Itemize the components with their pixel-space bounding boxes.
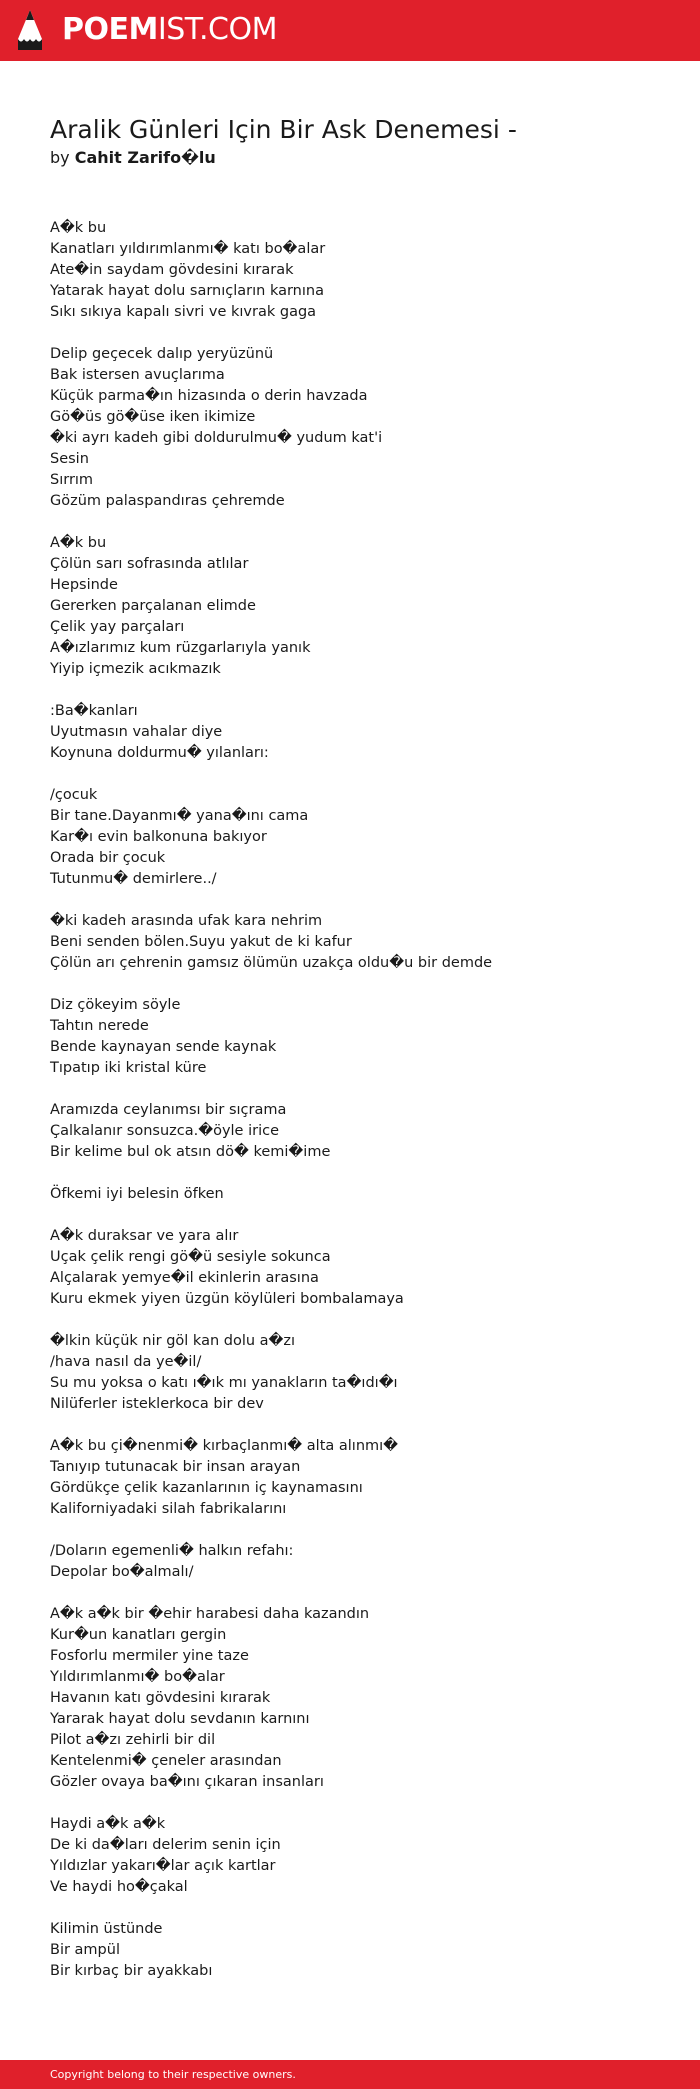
poem-line: Çölün arı çehrenin gamsız ölümün uzakça oldu�u bir demde: [50, 955, 493, 971]
stanza-gap: [50, 1898, 670, 1919]
logo-light-part: IST.COM: [157, 12, 277, 47]
poem-line: Kaliforniyadaki silah fabrikalarını: [50, 1501, 287, 1517]
stanza-gap: [50, 1793, 670, 1814]
poem-line: Çalkalanır sonsuzca.�öyle irice: [50, 1123, 279, 1139]
poem-line: Sesin: [50, 451, 89, 467]
poem-line: Haydi a�k a�k: [50, 1816, 166, 1832]
poem-line: �lkin küçük nir göl kan dolu a�zı: [50, 1333, 296, 1349]
site-header: [0, 0, 700, 61]
poem-line: De ki da�ları delerim senin için: [50, 1837, 281, 1853]
poem-line: Gözüm palaspandıras çehremde: [50, 493, 285, 509]
stanza-gap: [50, 1520, 670, 1541]
poem-line: Bende kaynayan sende kaynak: [50, 1039, 277, 1055]
poem-line: Diz çökeyim söyle: [50, 997, 181, 1013]
stanza-gap: [50, 1310, 670, 1331]
poem-line: A�k a�k bir �ehir harabesi daha kazandın: [50, 1606, 370, 1622]
poem-line: Beni senden bölen.Suyu yakut de ki kafur: [50, 934, 352, 950]
poem-line: Kuru ekmek yiyen üzgün köylüleri bombalamaya: [50, 1291, 404, 1307]
poem-line: Yıldırımlanmı� bo�alar: [50, 1669, 225, 1685]
poem-line: Öfkemi iyi belesin öfken: [50, 1186, 224, 1202]
stanza-gap: [50, 890, 670, 911]
poem-line: /Doların egemenli� halkın refahı:: [50, 1543, 294, 1559]
poem-line: Kilimin üstünde: [50, 1921, 163, 1937]
poem-line: Çölün sarı sofrasında atlılar: [50, 556, 249, 572]
stanza-gap: [50, 1163, 670, 1184]
pencil-tip-icon: [17, 9, 43, 51]
poem-line: Küçük parma�ın hizasında o derin havzada: [50, 388, 368, 404]
poem-line: Koynuna doldurmu� yılanları:: [50, 745, 269, 761]
poem-line: Gözler ovaya ba�ını çıkaran insanları: [50, 1774, 324, 1790]
poem-title: Aralik Günleri Için Bir Ask Denemesi -: [50, 115, 517, 144]
poem-line: Delip geçecek dalıp yeryüzünü: [50, 346, 274, 362]
poem-byline: [50, 147, 216, 169]
poem-line: Uyutmasın vahalar diye: [50, 724, 223, 740]
poem-line: Çelik yay parçaları: [50, 619, 185, 635]
poem-line: Kanatları yıldırımlanmı� katı bo�alar: [50, 241, 326, 257]
stanza-gap: [50, 764, 670, 785]
poem-line: A�k duraksar ve yara alır: [50, 1228, 239, 1244]
poem-line: Tanıyıp tutunacak bir insan arayan: [50, 1459, 301, 1475]
poem-line: A�ızlarımız kum rüzgarlarıyla yanık: [50, 640, 311, 656]
poem-line: Yatarak hayat dolu sarnıçların karnına: [50, 283, 324, 299]
poem-line: Yararak hayat dolu sevdanın karnını: [50, 1711, 310, 1727]
poem-line: Ve haydi ho�çakal: [50, 1879, 188, 1895]
poem-line: Pilot a�zı zehirli bir dil: [50, 1732, 216, 1748]
poem-line: A�k bu: [50, 220, 107, 236]
stanza-gap: [50, 1583, 670, 1604]
poem-line: Bir ampül: [50, 1942, 120, 1958]
poem-line: Nilüferler isteklerkoca bir dev: [50, 1396, 264, 1412]
stanza-gap: [50, 974, 670, 995]
site-footer: [0, 2060, 700, 2089]
poem-line: Tıpatıp iki kristal küre: [50, 1060, 207, 1076]
poem-line: A�k bu çi�nenmi� kırbaçlanmı� alta alınmı�: [50, 1438, 399, 1454]
poem-line: �ki ayrı kadeh gibi doldurulmu� yudum kat'i: [50, 430, 383, 446]
poem-line: Gererken parçalanan elimde: [50, 598, 256, 614]
stanza-gap: [50, 512, 670, 533]
stanza-gap: [50, 1205, 670, 1226]
poem-line: Kentelenmi� çeneler arasından: [50, 1753, 282, 1769]
poem-line: Depolar bo�almalı/: [50, 1564, 194, 1580]
site-logo[interactable]: [62, 13, 277, 47]
poem-line: Uçak çelik rengi gö�ü sesiyle sokunca: [50, 1249, 331, 1265]
poem-line: Su mu yoksa o katı ı�ık mı yanakların ta�ıdı�ı: [50, 1375, 398, 1391]
logo-bold-part: POEM: [62, 12, 158, 47]
poem-line: :Ba�kanları: [50, 703, 138, 719]
poem-line: Sıkı sıkıya kapalı sivri ve kıvrak gaga: [50, 304, 317, 320]
poem-line: /çocuk: [50, 787, 98, 803]
stanza-gap: [50, 680, 670, 701]
poem-line: Hepsinde: [50, 577, 118, 593]
stanza-gap: [50, 1079, 670, 1100]
poem-line: Alçalarak yemye�il ekinlerin arasına: [50, 1270, 319, 1286]
poem-line: Havanın katı gövdesini kırarak: [50, 1690, 271, 1706]
poem-line: Yıldızlar yakarı�lar açık kartlar: [50, 1858, 276, 1874]
poem-line: Tutunmu� demirlere../: [50, 871, 217, 887]
by-label: by: [50, 148, 70, 167]
poem-line: Bak istersen avuçlarıma: [50, 367, 225, 383]
poem-line: Gö�üs gö�üse iken ikimize: [50, 409, 256, 425]
poem-line: /hava nasıl da ye�il/: [50, 1354, 202, 1370]
copyright-text: Copyright belong to their respective owners.: [50, 2068, 296, 2081]
poem-body: [50, 218, 670, 1982]
poem-line: Bir kırbaç bir ayakkabı: [50, 1963, 213, 1979]
poem-line: Tahtın nerede: [50, 1018, 149, 1034]
stanza-gap: [50, 1415, 670, 1436]
stanza-gap: [50, 323, 670, 344]
poem-line: Ate�in saydam gövdesini kırarak: [50, 262, 294, 278]
poem-line: Kar�ı evin balkonuna bakıyor: [50, 829, 267, 845]
poem-line: �ki kadeh arasında ufak kara nehrim: [50, 913, 323, 929]
poem-line: Bir kelime bul ok atsın dö� kemi�ime: [50, 1144, 331, 1160]
poem-line: Gördükçe çelik kazanlarının iç kaynamasını: [50, 1480, 363, 1496]
poem-line: A�k bu: [50, 535, 107, 551]
author-name: Cahit Zarifo�lu: [74, 148, 216, 167]
poem-line: Orada bir çocuk: [50, 850, 166, 866]
poem-line: Kur�un kanatları gergin: [50, 1627, 227, 1643]
poem-line: Yiyip içmezik acıkmazık: [50, 661, 221, 677]
poem-line: Bir tane.Dayanmı� yana�ını cama: [50, 808, 309, 824]
poem-line: Aramızda ceylanımsı bir sıçrama: [50, 1102, 287, 1118]
poem-line: Fosforlu mermiler yine taze: [50, 1648, 249, 1664]
poem-line: Sırrım: [50, 472, 94, 488]
